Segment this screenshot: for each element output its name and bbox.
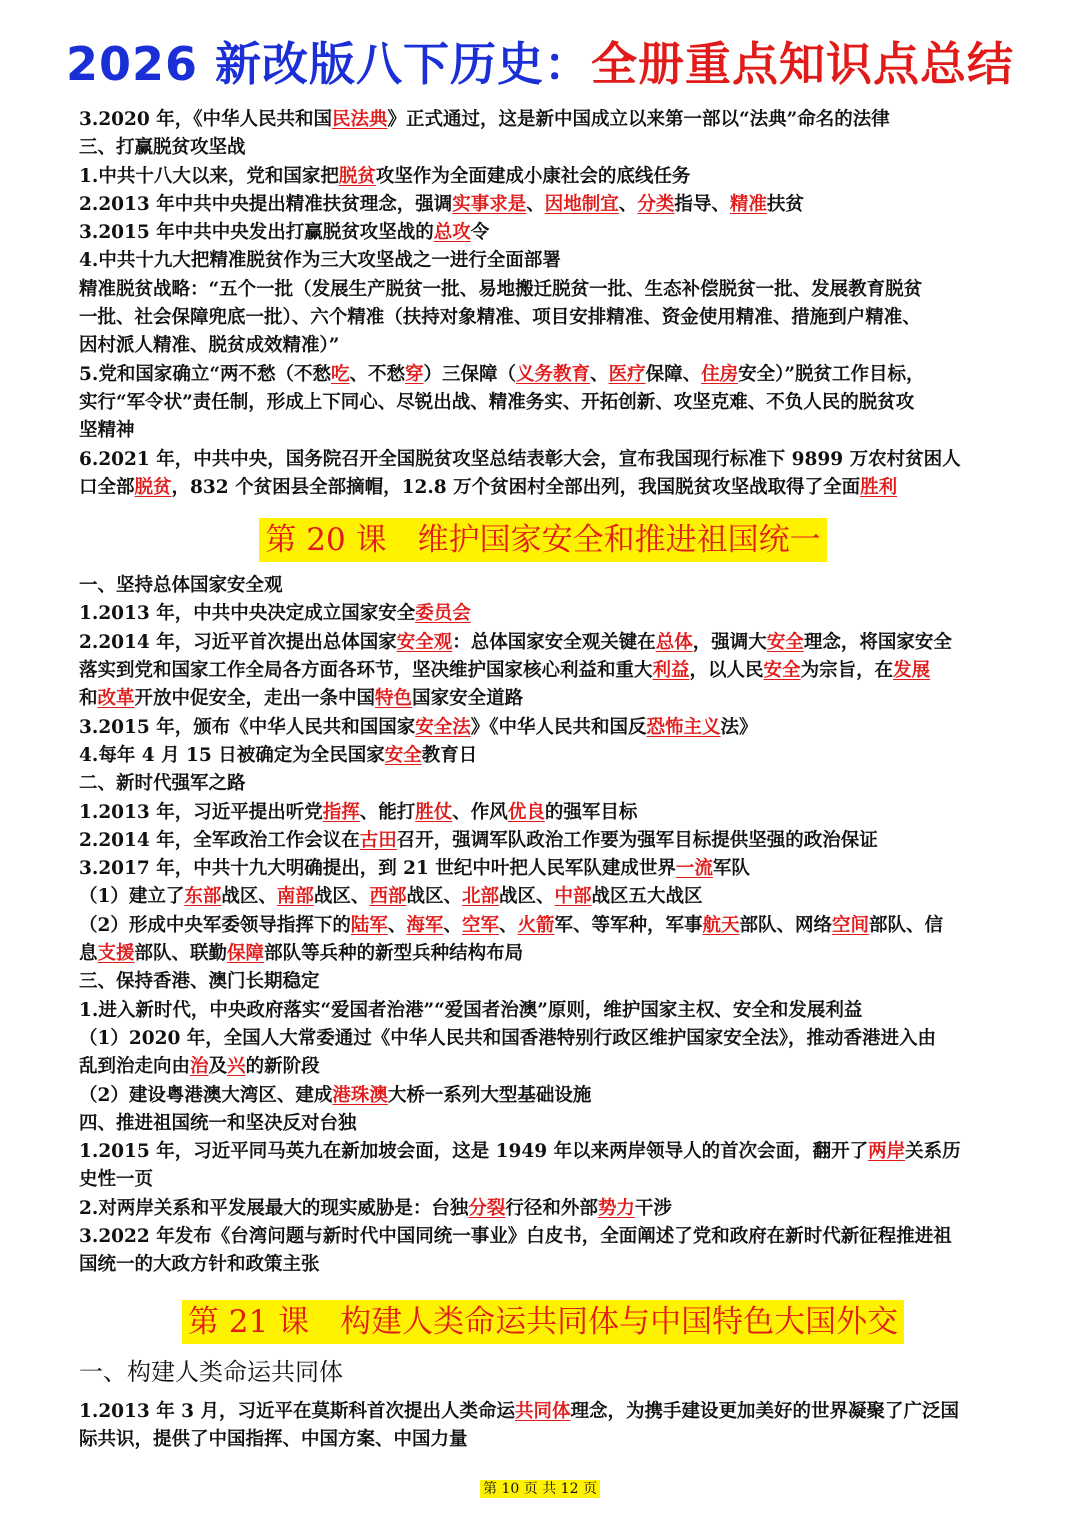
key-term: 治	[190, 1056, 209, 1078]
key-term: 支援	[97, 943, 135, 965]
key-term: 因地制宜	[544, 193, 619, 215]
text-run: 战区、	[406, 886, 462, 908]
text-run: 部队、联勤	[134, 943, 228, 965]
text-run: 、	[498, 914, 518, 936]
text-line	[79, 106, 1007, 134]
text-run: 际共识，提供了中国指挥、中国方案、中国力量	[79, 1428, 468, 1450]
key-term: 胜利	[860, 476, 898, 498]
text-run: 攻坚作为全面建成小康社会的底线任务	[375, 165, 691, 187]
text-run: 召开，强调军队政治工作要为强军目标提供坚强的政治保证	[396, 829, 878, 851]
text-run: 2.2014 年，全军政治工作会议在	[79, 829, 360, 851]
key-term: 一流	[675, 858, 713, 880]
text-line	[79, 1398, 1007, 1426]
key-term: 东部	[184, 886, 222, 908]
key-term: 总体	[655, 631, 693, 653]
text-run: 1.2013 年，习近平提出听党	[79, 801, 323, 823]
text-run: 实行“军令状”责任制，形成上下同心、尽锐出战、精准务实、开拓创新、攻坚克难、不负人民的脱贫攻	[79, 391, 915, 413]
key-term: 海军	[406, 914, 444, 936]
text-run: 史性一页	[79, 1169, 154, 1191]
text-run: 教育日	[421, 744, 478, 766]
key-term: 西部	[369, 886, 407, 908]
text-run: 战区、	[221, 886, 277, 908]
key-term: 港珠澳	[332, 1084, 388, 1106]
text-run: 1.中共十八大以来，党和国家把	[79, 165, 339, 187]
text-run: ：总体国家安全观关键在	[452, 631, 656, 653]
text-run: 5.党和国家确立“两不愁（不愁	[79, 363, 331, 385]
text-run: 和	[79, 688, 98, 710]
text-line	[79, 1025, 1007, 1053]
key-term: 空间	[832, 914, 870, 936]
text-run: 》《中华人民共和国反	[470, 716, 647, 738]
text-line	[79, 685, 1007, 713]
key-term: 势力	[597, 1197, 635, 1219]
lesson-21-heading: 第 21 课 构建人类命运共同体与中国特色大国外交	[79, 1300, 1007, 1344]
text-line	[79, 361, 1007, 389]
text-run: 国统一的大政方针和政策主张	[79, 1254, 320, 1276]
text-line	[79, 940, 1007, 968]
key-term: 安全	[766, 631, 804, 653]
text-run: 乱到治走向由	[79, 1056, 191, 1078]
text-run: 1.2013 年 3 月，习近平在莫斯科首次提出人类命运	[79, 1400, 515, 1422]
text-run: ，832 个贫困县全部摘帽，12.8 万个贫困村全部出列，我国脱贫攻坚战取得了全面	[171, 476, 861, 498]
title-part1: 2026 新改版八下历史：	[65, 37, 592, 91]
text-run: 行径和外部	[505, 1197, 598, 1219]
key-term: 古田	[359, 829, 397, 851]
text-run: 3.2020 年，《中华人民共和国	[79, 109, 332, 130]
key-term: 安全	[384, 744, 422, 766]
key-term: 吃	[330, 363, 350, 385]
text-run: 、	[618, 193, 638, 215]
text-run: 部队等兵种的新型兵种结构布局	[264, 943, 524, 965]
text-run: 落实到党和国家工作全局各方面各环节，坚决维护国家核心利益和重大	[79, 660, 653, 682]
text-run: 、不愁	[349, 363, 405, 385]
text-run: 国家安全道路	[412, 688, 524, 710]
key-term: 总攻	[433, 222, 471, 244]
key-term: 空军	[461, 914, 499, 936]
text-run: 因村派人精准、脱贫成效精准）”	[79, 335, 340, 357]
key-term: 胜仗	[415, 801, 453, 823]
key-term: 特色	[375, 688, 413, 710]
key-term: 安全观	[396, 631, 453, 653]
text-line	[79, 276, 1007, 304]
text-run: 战区、	[313, 886, 370, 908]
key-term: 改革	[97, 688, 135, 710]
text-line	[79, 1426, 1007, 1454]
key-term: 北部	[461, 886, 499, 908]
key-term: 发展	[893, 660, 931, 682]
text-line	[79, 1138, 1007, 1166]
text-run: 2.2013 年中共中央提出精准扶贫理念，强调	[79, 193, 453, 215]
text-run: 三、打赢脱贫攻坚战	[79, 137, 246, 159]
text-line	[79, 657, 1007, 685]
text-run: 扶贫	[766, 193, 804, 215]
text-run: 4.中共十九大把精准脱贫作为三大攻坚战之一进行全面部署	[79, 250, 561, 272]
content	[79, 106, 1007, 1454]
text-run: 3.2022 年发布《台湾问题与新时代中国同统一事业》白皮书，全面阐述了党和政府在新时代新征程推进祖	[79, 1225, 952, 1247]
text-line	[79, 827, 1007, 855]
key-term: 陆军	[350, 914, 388, 936]
key-term: 穿	[405, 363, 424, 385]
text-run: ）三保障（	[423, 363, 517, 385]
text-run: 坚精神	[79, 420, 135, 442]
key-term: 兴	[227, 1056, 246, 1078]
key-term: 医疗	[608, 363, 646, 385]
text-run: 、	[443, 914, 462, 936]
text-run: 口全部	[79, 476, 135, 498]
text-line	[79, 219, 1007, 247]
text-run: 为宗旨，在	[800, 660, 894, 682]
key-term: 利益	[652, 660, 690, 682]
text-line	[79, 1082, 1007, 1110]
title-part2: 全册重点知识点总结	[591, 37, 1015, 91]
text-line	[79, 474, 1007, 502]
key-term: 精准	[729, 193, 767, 215]
text-run: 理念，为携手建设更加美好的世界凝聚了广泛国	[570, 1400, 960, 1422]
text-line	[79, 742, 1007, 770]
text-run: 3.2015 年，颁布《中华人民共和国国家	[79, 716, 416, 738]
text-run: （1）2020 年，全国人大常委通过《中华人民共和国香港特别行政区维护国家安全法》，推动香港进入由	[79, 1027, 937, 1049]
block-lesson21	[79, 1398, 1007, 1455]
text-line	[79, 446, 1007, 474]
key-term: 脱贫	[338, 165, 376, 187]
text-run: 2.对两岸关系和平发展最大的现实威胁是：台独	[79, 1197, 469, 1219]
text-run: 军队	[712, 858, 750, 880]
key-term: 脱贫	[134, 476, 172, 498]
lesson-21-section: 一、构建人类命运共同体	[79, 1357, 343, 1386]
key-term: 共同体	[515, 1400, 571, 1422]
text-line	[79, 968, 1007, 996]
text-run: 理念，将国家安全	[803, 631, 952, 653]
text-run: ，强调大	[692, 631, 767, 653]
key-term: 义务教育	[516, 363, 591, 385]
text-run: 3.2015 年中共中央发出打赢脱贫攻坚战的	[79, 222, 434, 244]
text-line	[79, 855, 1007, 883]
key-term: 两岸	[868, 1141, 906, 1163]
text-line	[79, 714, 1007, 742]
text-line	[79, 1195, 1007, 1223]
text-line	[79, 247, 1007, 275]
key-term: 分裂	[468, 1197, 506, 1219]
text-run: 指导、	[674, 193, 730, 215]
text-run: 、能打	[359, 801, 416, 823]
text-run: 战区、	[498, 886, 555, 908]
text-run: 战区五大战区	[591, 886, 703, 908]
text-run: 四、推进祖国统一和坚决反对台独	[79, 1112, 357, 1134]
text-run: 1.2013 年，中共中央决定成立国家安全	[79, 603, 416, 625]
text-run: 令	[470, 222, 490, 244]
text-run: 法》	[720, 716, 758, 738]
key-term: 优良	[507, 801, 545, 823]
key-term: 住房	[701, 363, 739, 385]
text-line	[79, 163, 1007, 191]
key-term: 恐怖主义	[646, 716, 721, 738]
text-run: 6.2021 年，中共中央，国务院召开全国脱贫攻坚总结表彰大会，宣布我国现行标准下 9899 万农村贫困人	[79, 448, 961, 470]
text-run: 部队、网络	[739, 914, 833, 936]
text-run: 军、等军种，军事	[554, 914, 703, 936]
text-run: 1.2015 年，习近平同马英九在新加坡会面，这是 1949 年以来两岸领导人的首次会面，翻开了	[79, 1141, 869, 1163]
text-run: 、作风	[452, 801, 508, 823]
text-line	[79, 304, 1007, 332]
key-term: 保障	[227, 943, 265, 965]
key-term: 航天	[702, 914, 740, 936]
text-run: 、	[526, 193, 545, 215]
text-line	[79, 134, 1007, 162]
key-term: 南部	[276, 886, 314, 908]
block-poverty	[79, 106, 1007, 502]
text-line	[79, 572, 1007, 600]
text-line	[79, 1110, 1007, 1138]
text-run: （2）形成中央军委领导指挥下的	[79, 914, 351, 936]
text-run: 的新阶段	[245, 1056, 320, 1078]
block-lesson20	[79, 572, 1007, 1279]
text-line	[79, 799, 1007, 827]
lesson-20-heading: 第 20 课 维护国家安全和推进祖国统一	[79, 518, 1007, 562]
text-line	[79, 1166, 1007, 1194]
key-term: 委员会	[415, 603, 471, 625]
key-term: 安全	[763, 660, 801, 682]
key-term: 安全法	[415, 716, 471, 738]
key-term: 中部	[554, 886, 592, 908]
text-line	[79, 191, 1007, 219]
text-line	[79, 332, 1007, 360]
text-run: 及	[208, 1056, 228, 1078]
text-line	[79, 997, 1007, 1025]
document-title	[0, 28, 1080, 94]
text-line	[79, 629, 1007, 657]
text-run: 一批、社会保障兜底一批）、六个精准（扶持对象精准、项目安排精准、资金使用精准、措施到户精准、	[79, 307, 921, 329]
key-term: 民法典	[332, 109, 388, 130]
text-line	[79, 883, 1007, 911]
text-run: 息	[79, 943, 98, 965]
text-run: 、	[387, 914, 407, 936]
text-run: 、	[590, 363, 609, 385]
page-footer: 第 10 页 共 12 页	[0, 1478, 1080, 1498]
text-run: 保障、	[645, 363, 702, 385]
text-line	[79, 600, 1007, 628]
text-run: 2.2014 年，习近平首次提出总体国家	[79, 631, 397, 653]
text-run: 4.每年 4 月 15 日被确定为全民国家	[79, 744, 385, 766]
text-run: 精准脱贫战略：“五个一批（发展生产脱贫一批、易地搬迁脱贫一批、生态补偿脱贫一批、发展教育脱贫	[79, 278, 923, 300]
text-run: 开放中促安全，走出一条中国	[134, 688, 376, 710]
text-line	[79, 1053, 1007, 1081]
text-run: 3.2017 年，中共十九大明确提出，到 21 世纪中叶把人民军队建成世界	[79, 858, 676, 880]
key-term: 实事求是	[452, 193, 527, 215]
text-line	[79, 1223, 1007, 1251]
text-run: 的强军目标	[544, 801, 638, 823]
text-run: 》正式通过，这是新中国成立以来第一部以“法典”命名的法律	[387, 109, 890, 130]
key-term: 分类	[637, 193, 675, 215]
text-run: 二、新时代强军之路	[79, 773, 246, 795]
text-run: 安全）”脱贫工作目标，	[738, 363, 925, 385]
text-run: （1）建立了	[79, 886, 185, 908]
key-term: 指挥	[322, 801, 360, 823]
text-run: 1.进入新时代，中央政府落实“爱国者治港”“爱国者治澳”原则，维护国家主权、安全和发展利益	[79, 999, 863, 1021]
text-run: 一、坚持总体国家安全观	[79, 575, 283, 597]
text-line	[79, 389, 1007, 417]
text-run: 部队、信	[869, 914, 944, 936]
text-run: （2）建设粤港澳大湾区、建成	[79, 1084, 333, 1106]
text-line	[79, 1251, 1007, 1279]
key-term: 火箭	[517, 914, 555, 936]
text-run: 大桥一系列大型基础设施	[387, 1084, 592, 1106]
text-line	[79, 770, 1007, 798]
text-run: 干涉	[634, 1197, 672, 1219]
text-line	[79, 417, 1007, 445]
text-run: ，以人民	[689, 660, 764, 682]
text-run: 关系历	[905, 1141, 961, 1163]
text-line	[79, 912, 1007, 940]
text-run: 三、保持香港、澳门长期稳定	[79, 971, 320, 993]
